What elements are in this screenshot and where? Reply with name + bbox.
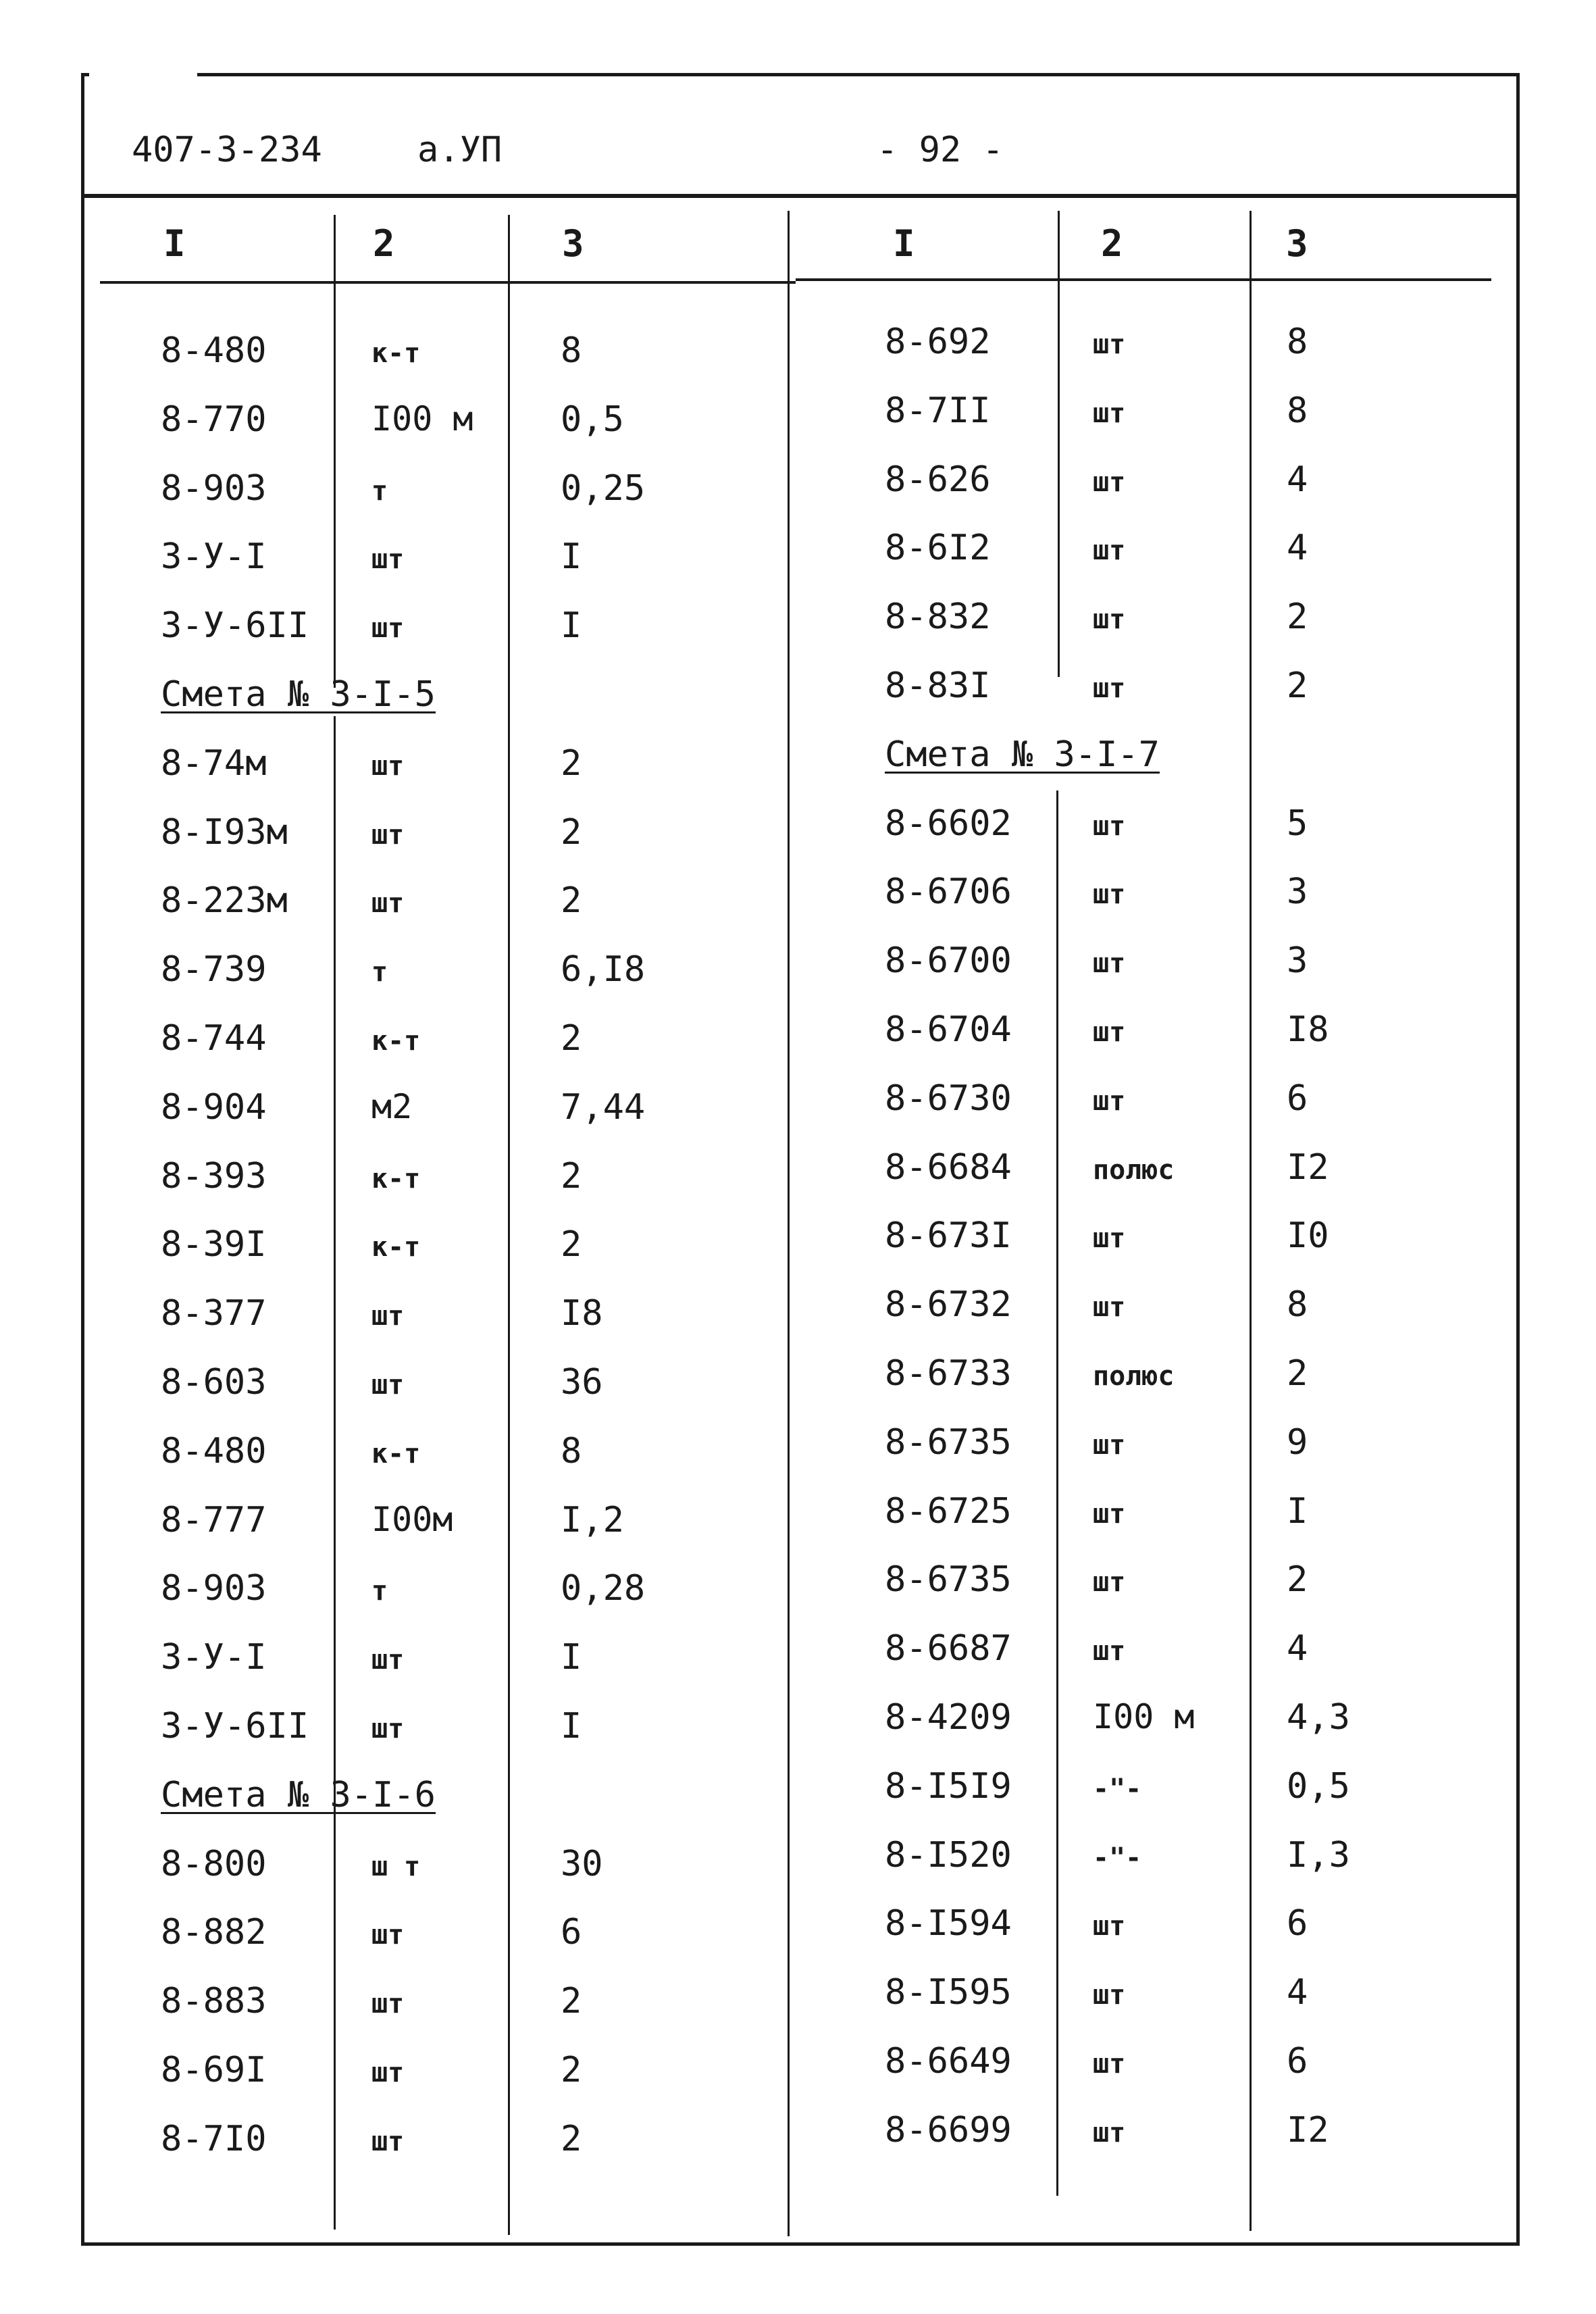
item-code: 8-6699	[885, 2109, 1012, 2150]
item-code: 8-4209	[885, 1697, 1012, 1738]
unit-of-measure: I00 м	[371, 399, 473, 438]
frame-gap	[89, 73, 197, 82]
unit-of-measure: полюс	[1093, 1361, 1175, 1392]
quantity: I	[1287, 1490, 1308, 1532]
unit-of-measure: шт	[371, 819, 405, 851]
unit-of-measure: к-т	[371, 1232, 421, 1263]
unit-of-measure: т	[371, 1576, 388, 1607]
quantity: 4	[1287, 1972, 1308, 2013]
item-code: 8-692	[885, 322, 991, 362]
item-code: 8-74м	[161, 743, 267, 784]
quantity: 6	[561, 1912, 582, 1953]
item-code: 8-6687	[885, 1628, 1012, 1669]
quantity: 2	[561, 2118, 582, 2159]
item-code: 3-У-6II	[161, 1706, 309, 1746]
unit-of-measure: шт	[371, 544, 405, 576]
header-rule	[84, 194, 1516, 198]
quantity: 3	[1287, 940, 1308, 982]
quantity: I	[561, 1706, 582, 1746]
quantity: 2	[1287, 1353, 1308, 1394]
unit-of-measure: шт	[371, 1644, 405, 1676]
unit-of-measure: шт	[371, 750, 405, 782]
unit-of-measure: шт	[1093, 1085, 1126, 1117]
column-header-rule-right	[796, 278, 1491, 281]
quantity: I2	[1287, 1147, 1329, 1188]
unit-of-measure: шт	[1093, 535, 1126, 567]
estimate-section-heading: Смета № 3-I-5	[161, 674, 436, 715]
quantity: 2	[1287, 1559, 1308, 1601]
unit-of-measure: шт	[371, 613, 405, 645]
estimate-section-heading: Смета № 3-I-7	[885, 734, 1160, 775]
unit-of-measure: к-т	[371, 1026, 421, 1057]
item-code: 8-770	[161, 399, 267, 440]
item-code: 8-6649	[885, 2041, 1012, 2082]
unit-of-measure: шт	[371, 1988, 405, 2020]
quantity: 0,5	[561, 399, 624, 440]
item-code: 8-739	[161, 949, 267, 990]
item-code: 8-39I	[161, 1224, 267, 1265]
quantity: 4	[1287, 528, 1308, 569]
unit-of-measure: шт	[1093, 673, 1126, 704]
item-code: 8-903	[161, 468, 267, 509]
item-code: 8-6704	[885, 1009, 1012, 1050]
left-col-divider-1	[334, 215, 336, 688]
item-code: 3-У-I	[161, 1637, 267, 1678]
unit-of-measure: шт	[1093, 1292, 1126, 1324]
unit-of-measure: к-т	[371, 1163, 421, 1194]
left-col-divider-2	[508, 215, 510, 2235]
quantity: 4,3	[1287, 1697, 1350, 1738]
unit-of-measure: шт	[1093, 466, 1126, 498]
quantity: 2	[561, 811, 582, 853]
quantity: 8	[1287, 390, 1308, 431]
quantity: 6,I8	[561, 949, 646, 990]
quantity: 2	[561, 1224, 582, 1265]
unit-of-measure: шт	[371, 888, 405, 920]
item-code: 8-I520	[885, 1834, 1012, 1876]
item-code: 8-6735	[885, 1559, 1012, 1601]
unit-of-measure: I00 м	[1093, 1697, 1195, 1736]
unit-of-measure: к-т	[371, 1438, 421, 1469]
quantity: 7,44	[561, 1086, 646, 1128]
quantity: 2	[561, 743, 582, 784]
item-code: 8-673I	[885, 1215, 1012, 1257]
item-code: 8-I595	[885, 1972, 1012, 2013]
unit-of-measure: шт	[1093, 1223, 1126, 1255]
item-code: 8-744	[161, 1018, 267, 1059]
item-code: 3-У-I	[161, 536, 267, 578]
quantity: I,2	[561, 1499, 624, 1540]
unit-of-measure: шт	[1093, 810, 1126, 842]
quantity: 5	[1287, 803, 1308, 844]
quantity: I,3	[1287, 1834, 1350, 1876]
quantity: 2	[561, 2050, 582, 2090]
unit-of-measure: -"-	[1093, 1773, 1142, 1805]
item-code: 8-904	[161, 1086, 267, 1128]
unit-of-measure: шт	[371, 2126, 405, 2157]
unit-of-measure: шт	[1093, 1017, 1126, 1048]
item-code: 8-377	[161, 1293, 267, 1334]
item-code: 8-626	[885, 459, 991, 500]
quantity: 36	[561, 1362, 603, 1403]
quantity: I0	[1287, 1215, 1329, 1257]
right-col-divider-1b	[1056, 790, 1058, 2196]
quantity: I	[561, 536, 582, 578]
unit-of-measure: шт	[1093, 2048, 1126, 2080]
item-code: 8-6602	[885, 803, 1012, 844]
unit-of-measure: шт	[1093, 604, 1126, 636]
right-col-divider-2	[1250, 211, 1252, 2231]
item-code: 8-7I0	[161, 2118, 267, 2159]
unit-of-measure: шт	[1093, 2117, 1126, 2148]
item-code: 8-6I2	[885, 528, 991, 569]
unit-of-measure: к-т	[371, 338, 421, 369]
quantity: I	[561, 1637, 582, 1678]
column-number: 3	[1286, 222, 1308, 265]
quantity: 30	[561, 1843, 603, 1884]
quantity: 6	[1287, 2041, 1308, 2082]
page-number: - 92 -	[877, 130, 1004, 170]
item-code: 8-I5I9	[885, 1765, 1012, 1807]
quantity: I8	[561, 1293, 603, 1334]
quantity: I	[561, 605, 582, 647]
unit-of-measure: шт	[1093, 1911, 1126, 1942]
item-code: 8-832	[885, 597, 991, 638]
quantity: 2	[561, 1155, 582, 1197]
item-code: 8-480	[161, 330, 267, 371]
quantity: 4	[1287, 1628, 1308, 1669]
album-label: а.УП	[417, 130, 503, 170]
estimate-section-heading: Смета № 3-I-6	[161, 1774, 436, 1815]
quantity: 3	[1287, 872, 1308, 913]
left-col-divider-1b	[334, 716, 336, 2230]
item-code: 8-6732	[885, 1284, 1012, 1326]
quantity: 0,25	[561, 468, 646, 509]
item-code: 8-6684	[885, 1147, 1012, 1188]
unit-of-measure: шт	[1093, 879, 1126, 911]
item-code: 8-223м	[161, 880, 288, 922]
quantity: 6	[1287, 1903, 1308, 1944]
quantity: 2	[561, 1018, 582, 1059]
quantity: 8	[561, 1430, 582, 1472]
item-code: 8-480	[161, 1430, 267, 1472]
unit-of-measure: шт	[1093, 1980, 1126, 2011]
item-code: 8-603	[161, 1362, 267, 1403]
quantity: 2	[561, 1981, 582, 2022]
unit-of-measure: шт	[371, 2057, 405, 2088]
quantity: 2	[1287, 597, 1308, 638]
column-number: I	[893, 222, 915, 265]
column-number: I	[163, 222, 186, 265]
unit-of-measure: ш т	[371, 1851, 421, 1882]
unit-of-measure: шт	[371, 1713, 405, 1744]
column-number: 2	[1101, 222, 1123, 265]
unit-of-measure: шт	[1093, 397, 1126, 429]
quantity: 8	[1287, 322, 1308, 362]
quantity: 0,28	[561, 1568, 646, 1609]
unit-of-measure: т	[371, 957, 388, 988]
document-code: 407-3-234	[132, 130, 322, 170]
item-code: 8-6725	[885, 1490, 1012, 1532]
quantity: 8	[561, 330, 582, 371]
column-number: 2	[373, 222, 395, 265]
item-code: 8-903	[161, 1568, 267, 1609]
item-code: 3-У-6II	[161, 605, 309, 647]
item-code: 8-800	[161, 1843, 267, 1884]
center-divider	[788, 211, 790, 2236]
item-code: 8-777	[161, 1499, 267, 1540]
column-number: 3	[562, 222, 584, 265]
unit-of-measure: шт	[1093, 948, 1126, 980]
item-code: 8-6730	[885, 1078, 1012, 1119]
unit-of-measure: шт	[371, 1369, 405, 1401]
right-col-divider-1	[1058, 211, 1060, 677]
unit-of-measure: м2	[371, 1086, 413, 1126]
item-code: 8-882	[161, 1912, 267, 1953]
quantity: 2	[561, 880, 582, 922]
column-header-rule-left	[100, 281, 796, 284]
quantity: 0,5	[1287, 1765, 1350, 1807]
item-code: 8-6700	[885, 940, 1012, 982]
item-code: 8-6735	[885, 1422, 1012, 1463]
unit-of-measure: шт	[1093, 1429, 1126, 1461]
item-code: 8-69I	[161, 2050, 267, 2090]
unit-of-measure: -"-	[1093, 1842, 1142, 1873]
quantity: I2	[1287, 2109, 1329, 2150]
item-code: 8-I93м	[161, 811, 288, 853]
item-code: 8-6733	[885, 1353, 1012, 1394]
unit-of-measure: шт	[1093, 1567, 1126, 1599]
unit-of-measure: шт	[371, 1301, 405, 1332]
unit-of-measure: шт	[371, 1919, 405, 1951]
unit-of-measure: I00м	[371, 1499, 453, 1539]
unit-of-measure: полюс	[1093, 1154, 1175, 1186]
quantity: 8	[1287, 1284, 1308, 1326]
unit-of-measure: шт	[1093, 1498, 1126, 1530]
quantity: 9	[1287, 1422, 1308, 1463]
item-code: 8-393	[161, 1155, 267, 1197]
unit-of-measure: т	[371, 475, 388, 507]
quantity: 2	[1287, 665, 1308, 706]
quantity: 4	[1287, 459, 1308, 500]
item-code: 8-883	[161, 1981, 267, 2022]
item-code: 8-6706	[885, 872, 1012, 913]
unit-of-measure: шт	[1093, 1636, 1126, 1667]
unit-of-measure: шт	[1093, 329, 1126, 360]
quantity: 6	[1287, 1078, 1308, 1119]
item-code: 8-7II	[885, 390, 991, 431]
item-code: 8-I594	[885, 1903, 1012, 1944]
quantity: I8	[1287, 1009, 1329, 1050]
item-code: 8-83I	[885, 665, 991, 706]
